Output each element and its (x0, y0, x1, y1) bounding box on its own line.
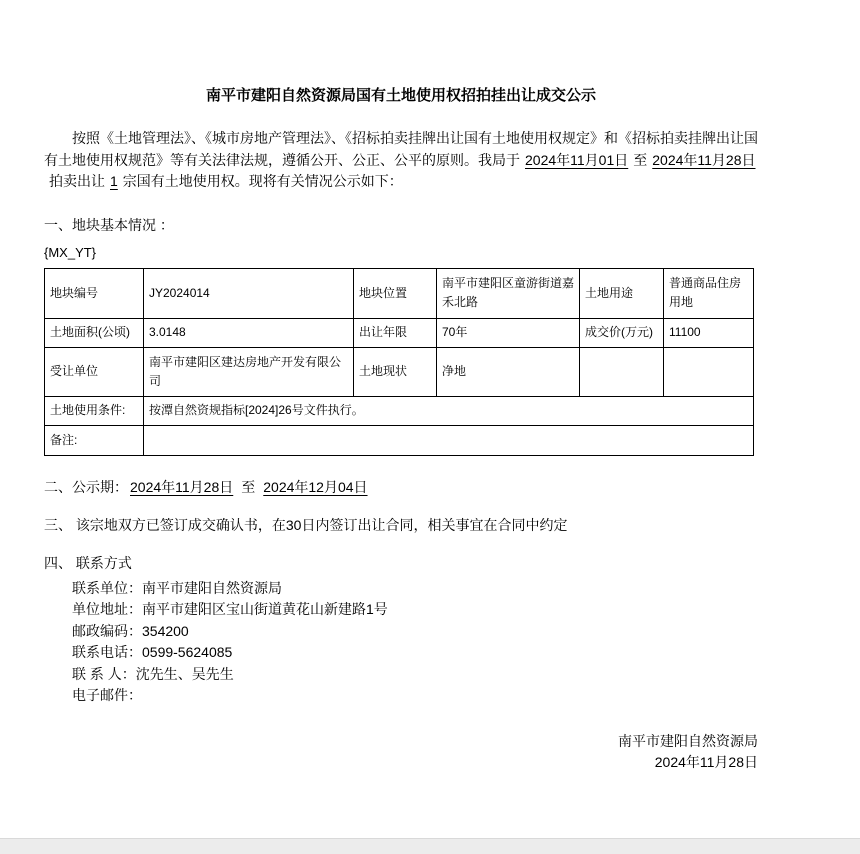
empty-cell (664, 347, 754, 396)
signature (44, 731, 758, 774)
table-row (45, 347, 754, 396)
section2-prefix: 二、公示期： (44, 478, 128, 495)
signature-date: 2024年11月28日 (654, 754, 758, 770)
grantee-label: 受让单位 (45, 347, 144, 396)
land-use-value: 普通商品住房用地 (664, 268, 754, 318)
land-status-value: 净地 (437, 347, 580, 396)
intro-paragraph (44, 128, 758, 193)
remarks-label: 备注: (45, 425, 144, 455)
document-page (44, 0, 758, 774)
section3-confirmation-note: 三、 该宗地双方已签订成交确认书，在30日内签订出让合同，相关事宜在合同中约定 (44, 516, 568, 533)
contact-address: 单位地址：南平市建阳区宝山街道黄花山新建路1号 (72, 601, 388, 617)
page-title: 南平市建阳自然资源局国有土地使用权招拍挂出让成交公示 (205, 87, 596, 104)
land-use-label: 土地用途 (580, 268, 664, 318)
section1-heading: 一、地块基本情况 ： (44, 216, 174, 233)
land-use-condition-value: 按潭自然资规指标[2024]26号文件执行。 (144, 396, 754, 425)
contact-phone: 联系电话：0599-5624085 (72, 644, 233, 660)
intro-text-part1: 按照《土地管理法》、《城市房地产管理法》、《招标拍卖挂牌出让国有土地使用权规定》和《招标拍卖挂牌出让国有土地使用权规范》等有关法律法规，遵循公开、公正、公平的原则。我局于 (44, 130, 758, 168)
land-use-condition-label: 土地使用条件: (45, 396, 144, 425)
intro-text-part3: 宗国有土地使用权。现将有关情况公示如下： (122, 173, 403, 189)
parcel-number-value: JY2024014 (144, 268, 354, 318)
publicity-end-date: 2024年12月04日 (263, 478, 368, 495)
grant-term-value: 70年 (437, 318, 580, 347)
contact-unit: 联系单位：南平市建阳自然资源局 (72, 579, 282, 596)
section4-heading: 四、 联系方式 (44, 554, 132, 571)
remarks-value (144, 425, 754, 455)
signature-org: 南平市建阳自然资源局 (618, 732, 758, 749)
land-area-label: 土地面积(公顷) (45, 318, 144, 347)
intro-text-part2: 拍卖出让 (49, 173, 105, 189)
grantee-value: 南平市建阳区建达房地产开发有限公司 (144, 347, 354, 396)
horizontal-scrollbar-track (0, 838, 860, 854)
table-row (45, 425, 754, 455)
empty-cell (580, 347, 664, 396)
deal-price-label: 成交价(万元) (580, 318, 664, 347)
auction-end-date: 2024年11月28日 (652, 151, 756, 168)
table-row (45, 318, 754, 347)
deal-price-value: 11100 (664, 318, 754, 347)
table-row (45, 396, 754, 425)
parcel-number-label: 地块编号 (45, 268, 144, 318)
intro-to-word: 至 (633, 151, 648, 168)
land-status-label: 土地现状 (354, 347, 437, 396)
publicity-start-date: 2024年11月28日 (130, 478, 234, 495)
section2-to-word: 至 (241, 478, 256, 495)
section2-publicity-period (44, 477, 758, 497)
grant-term-label: 出让年限 (354, 318, 437, 347)
parcel-info-table (44, 268, 754, 456)
template-placeholder: {MX_YT} (44, 244, 97, 260)
contact-postcode: 邮政编码：354200 (72, 622, 189, 639)
table-row (45, 268, 754, 318)
contact-email: 电子邮件： (72, 687, 142, 703)
contact-person: 联 系 人：沈先生、吴先生 (72, 665, 234, 682)
parcel-count: 1 (110, 173, 118, 189)
auction-start-date: 2024年11月01日 (525, 151, 629, 168)
land-area-value: 3.0148 (144, 318, 354, 347)
parcel-location-label: 地块位置 (354, 268, 437, 318)
contact-info (72, 578, 758, 707)
parcel-location-value: 南平市建阳区童游街道嘉禾北路 (437, 268, 580, 318)
